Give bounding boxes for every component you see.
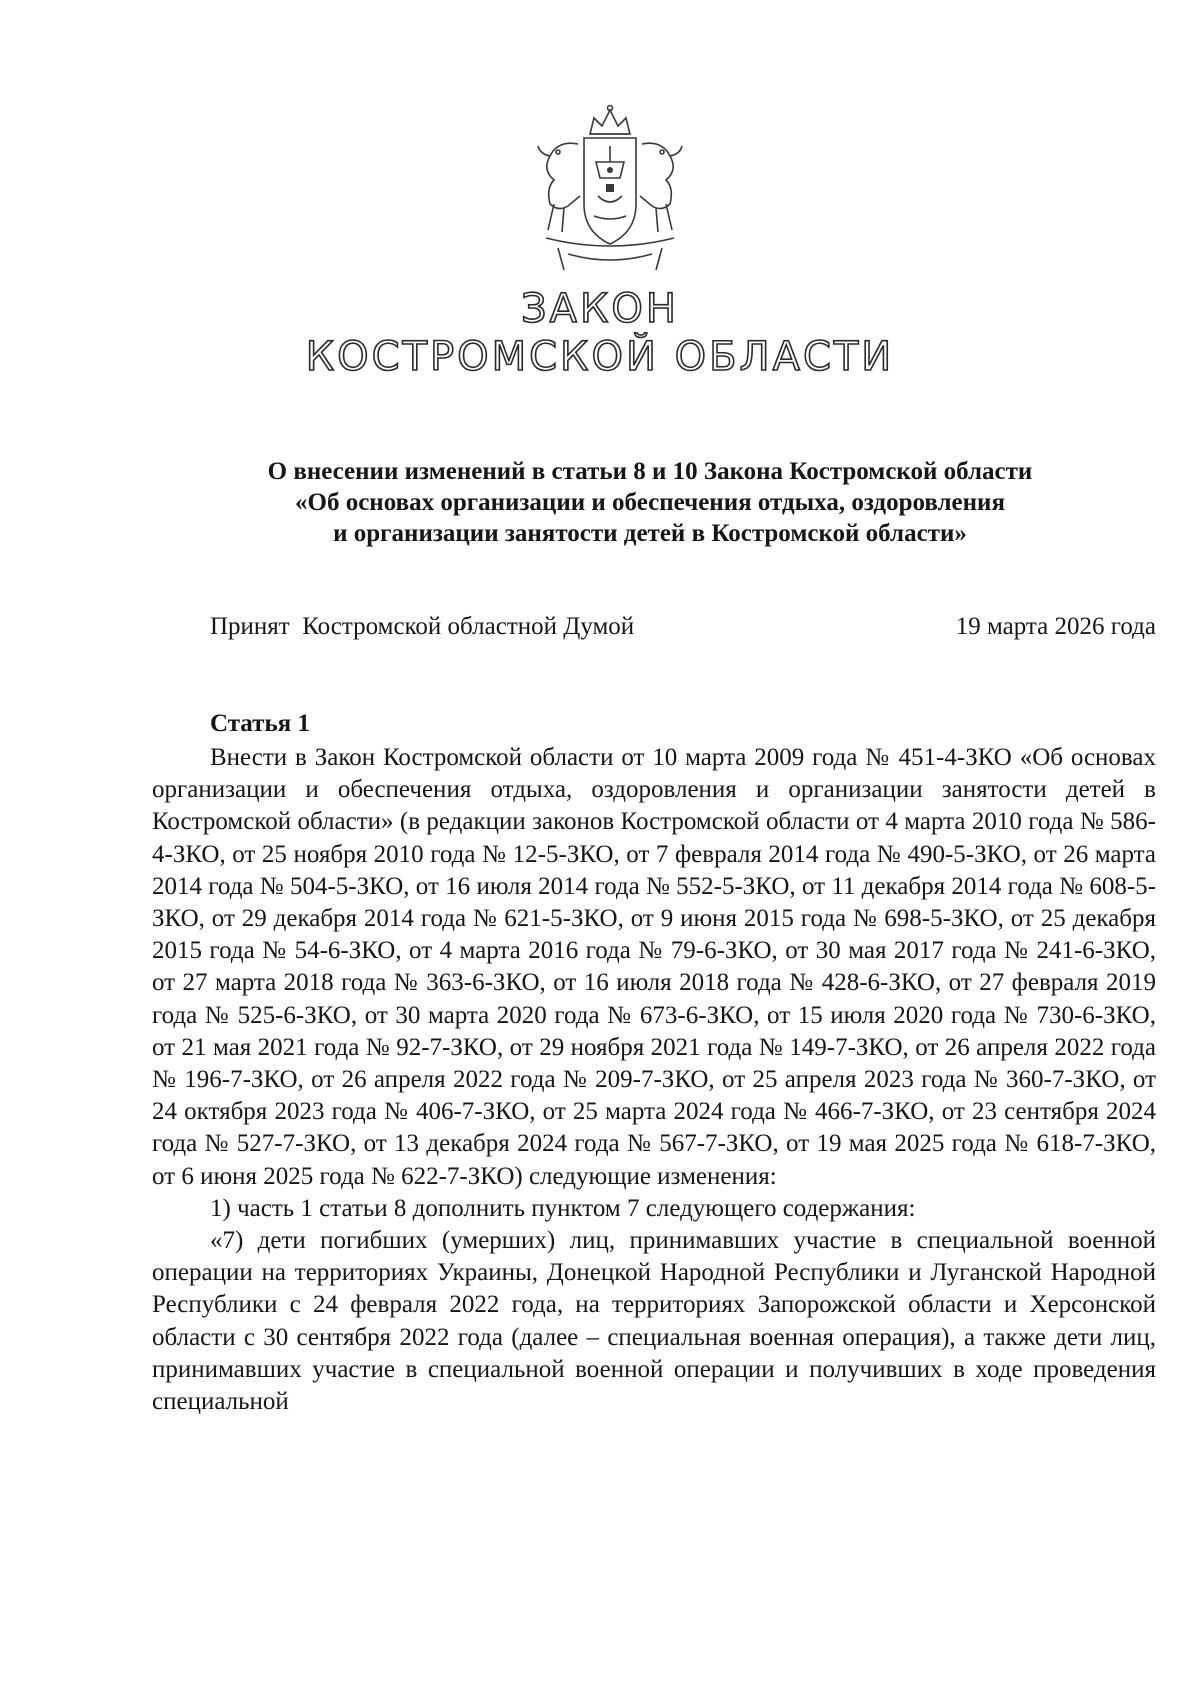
law-title (150, 456, 1150, 549)
law-title-line-3: и организации занятости детей в Костромской области» (333, 520, 967, 547)
adoption-date: 19 марта 2026 года (955, 613, 1156, 640)
article-intro-paragraph: Внести в Закон Костромской области от 10 марта 2009 года № 451-4-ЗКО «Об основах организации и обеспечения отдыха, оздоровления и организации занятости детей в Костромской области» (в редакции законов Костромской области от 4 марта 2010 года № 586-4-ЗКО, от 25 ноября 2010 года № 12-5-ЗКО, от 7 февраля 2014 года № 490-5-ЗКО, от 26 марта 2014 года № 504-5-ЗКО, от 16 июля 2014 года № 552-5-ЗКО, от 11 декабря 2014 года № 608-5-ЗКО, от 29 декабря 2014 года № 621-5-ЗКО, от 9 июня 2015 года № 698-5-ЗКО, от 25 декабря 2015 года № 54-6-ЗКО, от 4 марта 2016 года № 79-6-ЗКО, от 30 мая 2017 года № 241-6-ЗКО, от 27 марта 2018 года № 363-6-ЗКО, от 16 июля 2018 года № 428-6-ЗКО, от 27 февраля 2019 года № 525-6-ЗКО, от 30 марта 2020 года № 673-6-ЗКО, от 15 июля 2020 года № 730-6-ЗКО, от 21 мая 2021 года № 92-7-ЗКО, от 29 ноября 2021 года № 149-7-ЗКО, от 26 апреля 2022 года № 196-7-ЗКО, от 26 апреля 2022 года № 209-7-ЗКО, от 25 апреля 2023 года № 360-7-ЗКО, от 24 октября 2023 года № 406-7-ЗКО, от 25 марта 2024 года № 466-7-ЗКО, от 23 сентября 2024 года № 527-7-ЗКО, от 13 декабря 2024 года № 567-7-ЗКО, от 19 мая 2025 года № 618-7-ЗКО, от 6 июня 2025 года № 622-7-ЗКО) следующие изменения: (152, 744, 1156, 1190)
adopted-by: Принят Костромской областной Думой (210, 613, 635, 640)
article-body (152, 742, 1156, 1418)
article-heading: Статья 1 (210, 710, 310, 737)
document-region-title: КОСТРОМСКОЙ ОБЛАСТИ (305, 334, 895, 380)
document-type-title: ЗАКОН (521, 286, 679, 332)
law-title-line-2: «Об основах организации и обеспечения отдыха, оздоровления (295, 489, 1005, 516)
adoption-row (210, 613, 1156, 641)
law-title-line-1: О внесении изменений в статьи 8 и 10 Закона Костромской области (267, 458, 1033, 485)
coat-of-arms-icon (528, 104, 692, 274)
amendment-item-1: 1) часть 1 статьи 8 дополнить пунктом 7 следующего содержания: (210, 1194, 916, 1222)
amendment-item-1-text: «7) дети погибших (умерших) лиц, принимавших участие в специальной военной операции на территориях Украины, Донецкой Народной Республики и Луганской Народной Республики с 24 февраля 2022 года, на территориях Запорожской области и Херсонской области с 30 сентября 2022 года (далее – специальная военная операция), а также дети лиц, принимавших участие в специальной военной операции и получивших в ходе проведения специальной (152, 1227, 1156, 1416)
